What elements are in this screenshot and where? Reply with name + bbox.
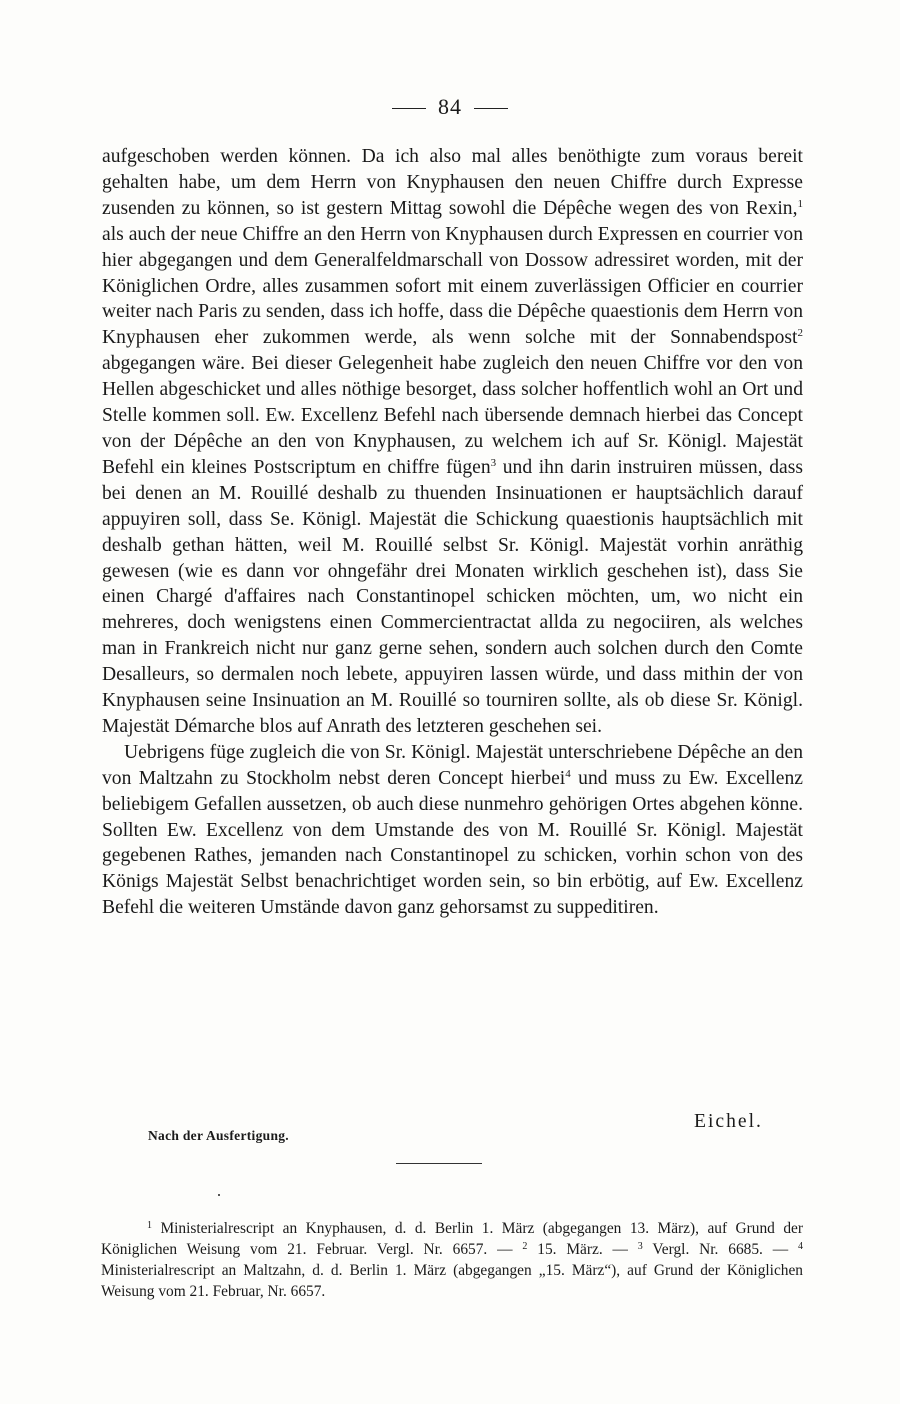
footnote-mark-4: 4 [798, 1241, 803, 1252]
paragraph-1-text: und ihn darin instruiren müssen, dass bei denen an M. Rouillé deshalb zu thuenden Insinuationen er hauptsächlich darauf appuyiren soll, dass Se. Königl. Majestät die Schickung quaestionis hauptsächlich mit deshalb gethan hätten, weil M. Rouillé selbst Sr. Königl. Majestät vorhin anräthig gewesen (wie es dann vor ohngefähr drei Monaten wirklich geschehen ist), dass Sie einen Chargé d'affaires nach Constantinopel schicken möchten, um, wo nicht ein mehreres, doch wenigstens einen Commercientractat allda zu negociiren, als welches man in Frankreich nicht nur ganz gerne sehen, sondern auch solchen durch den Comte Desalleurs, so dermalen noch lebete, appuyiren lassen würde, und dass mithin der von Knyphausen seine Insinuation an M. Rouillé so tourniren sollte, als ob diese Sr. Königl. Majestät Démarche blos auf Anrath des letzteren geschehen sei. [102, 456, 803, 737]
page-header [0, 94, 900, 120]
footnotes [101, 1218, 803, 1302]
header-dash-left [392, 108, 426, 109]
footnote-text-3: Vergl. Nr. 6685. — [642, 1241, 798, 1258]
footnote-text-1: Ministerialrescript an Knyphausen, d. d. Berlin 1. März (abgegangen 13. März), auf Grund der Königlichen Weisung vom 21. Februar. Vergl. Nr. 6657. — [101, 1220, 803, 1258]
letter-body [102, 144, 803, 921]
footnote-divider [396, 1163, 482, 1164]
footnote-ref-4: 4 [565, 767, 571, 780]
page-number: 84 [438, 94, 462, 119]
footnote-text-2: 15. März. — [527, 1241, 638, 1258]
paragraph-2-text: Uebrigens füge zugleich die von Sr. Königl. Majestät unterschriebene Dépêche an den von Maltzahn zu Stockholm nebst deren Concept hierbei [102, 741, 803, 789]
footnote-block [101, 1218, 803, 1302]
paragraph-1-text: als auch der neue Chiffre an den Herrn von Knyphausen durch Expressen en courrier von hier abgegangen und dem Generalfeldmarschall von Dossow adressiret worden, mit der Königlichen Ordre, alles zusammen sofort mit einem zuverlässigen Officier en courrier weiter nach Paris zu senden, dass ich hoffe, dass die Dépêche quaestionis dem Herrn von Knyphausen eher zukommen werde, als wenn solche mit der Sonnabendspost [102, 223, 803, 349]
footnote-mark-2: 2 [522, 1241, 528, 1252]
paragraph-2-text: und muss zu Ew. Excellenz beliebigem Gefallen aussetzen, ob auch diese nunmehro gehörigen Ortes abgehen könne. Sollten Ew. Excellenz von dem Umstande des von M. Rouillé Sr. Königl. Majestät gegebenen Rathes, jemanden nach Constantinopel zu schicken, vorhin schon von des Königs Majestät Selbst benachrichtiget worden sein, so bin erbötig, auf Ew. Excellenz Befehl die weiteren Umstände davon ganz gehorsamst zu suppeditiren. [102, 767, 803, 919]
footnote-ref-2: 2 [797, 327, 803, 340]
signature: Eichel. [694, 1111, 763, 1132]
paragraph-1 [102, 144, 803, 740]
source-note: Nach der Ausfertigung. [148, 1128, 289, 1143]
footnote-ref-3: 3 [490, 456, 497, 469]
footnote-ref-1: 1 [797, 197, 803, 210]
header-dash-right [474, 108, 508, 109]
footnote-text-4: Ministerialrescript an Maltzahn, d. d. Berlin 1. März (abgegangen „15. März“), auf Grund der Königlichen Weisung vom 21. Februar, Nr. 6657. [101, 1262, 803, 1300]
paragraph-1-text: abgegangen wäre. Bei dieser Gelegenheit habe zugleich den neuen Chiffre vor den von Hellen abgeschicket und alles nöthige besorget, dass solcher hoffentlich wohl an Ort und Stelle kommen soll. Ew. Excellenz Befehl nach übersende demnach hierbei das Concept von der Dépêche an den von Knyphausen, zu welchem ich auf Sr. Königl. Majestät Befehl ein kleines Postscriptum en chiffre fügen [102, 353, 803, 478]
paragraph-1-text: aufgeschoben werden können. Da ich also mal alles benöthigte zum voraus bereit gehalten habe, um dem Herrn von Knyphausen den neuen Chiffre durch Expresse zusenden zu können, so ist gestern Mittag sowohl die Dépêche wegen des von Rexin, [102, 146, 803, 219]
footnote-mark-1: 1 [147, 1220, 152, 1231]
paragraph-2 [102, 740, 803, 921]
print-speck [218, 1194, 220, 1196]
footnote-mark-3: 3 [637, 1241, 643, 1252]
